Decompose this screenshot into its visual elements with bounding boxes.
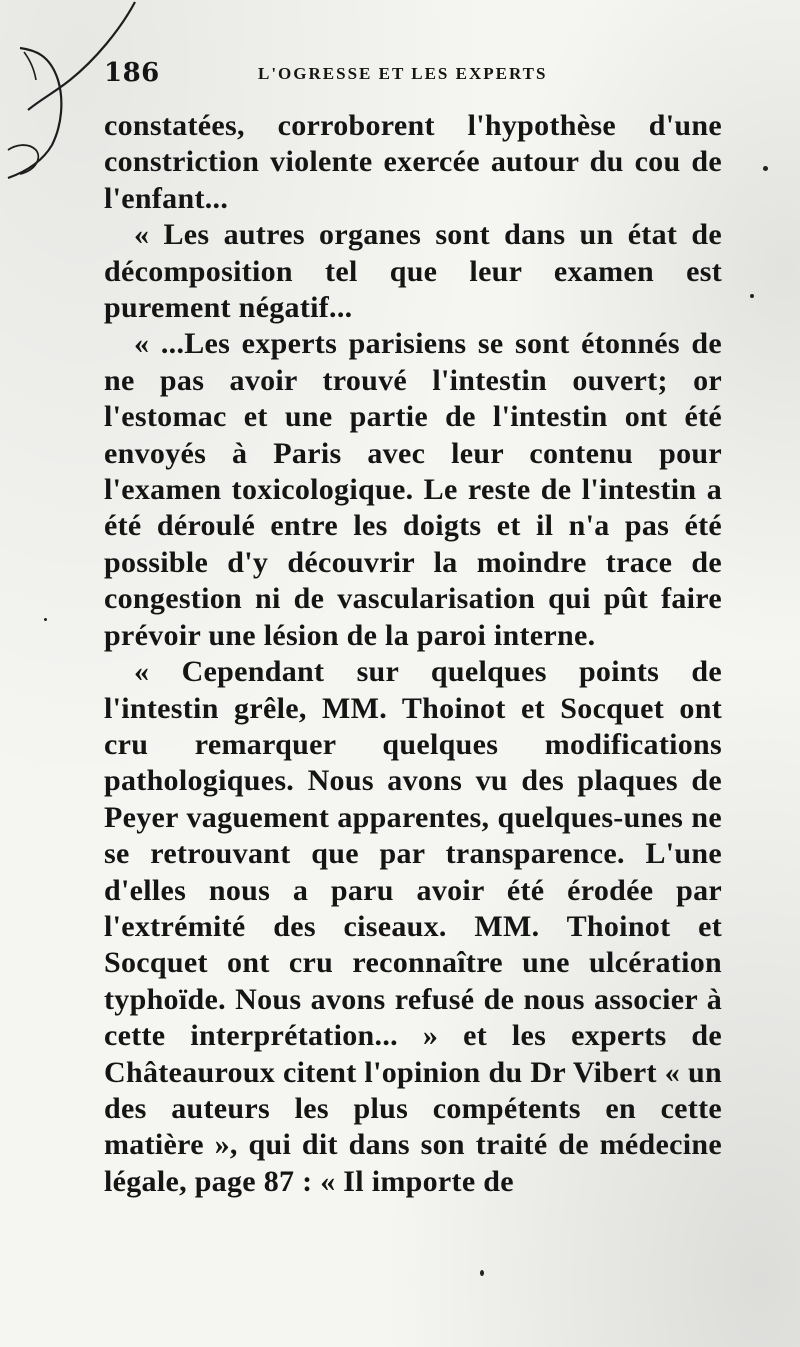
running-title: L'OGRESSE ET LES EXPERTS [258, 64, 548, 83]
ink-speck [44, 618, 47, 621]
paragraph: « Les autres organes sont dans un état de décomposition tel que leur examen est purement négatif... [104, 218, 722, 325]
paragraph: « ...Les experts parisiens se sont étonnés de ne pas avoir trouvé l'intestin ouvert; or l'estomac et une partie de l'intestin ont été envoyés à Paris avec leur contenu pour l'examen toxicologique. Le reste de l'intestin a été déroulé entre les doigts et il n'a pas été possible d'y découvrir la moindre trace de congestion ni de vascularisation qui pût faire prévoir une lésion de la paroi interne. [104, 327, 722, 652]
paragraph: constatées, corroborent l'hypothèse d'une constriction violente exercée autour du cou de l'enfant... [104, 109, 722, 215]
paragraph: « Cependant sur quelques points de l'intestin grêle, MM. Thoinot et Socquet ont cru remarquer quelques modifications pathologiques. Nous avons vu des plaques de Peyer vaguement apparentes, quelques-unes ne se retrouvant que par transparence. L'une d'elles nous a paru avoir été érodée par l'extrémité des ciseaux. MM. Thoinot et Socquet ont cru reconnaître une ulcération typhoïde. Nous avons refusé de nous associer à cette interprétation... » et les experts de Châteauroux citent l'opinion du Dr Vibert « un des auteurs les plus compétents en cette matière », qui dit dans son traité de médecine légale, page 87 : « Il importe de [104, 655, 722, 1198]
ink-speck [750, 294, 754, 298]
page-number: 186 [104, 58, 160, 88]
page-header [104, 58, 724, 94]
ink-speck [763, 166, 768, 171]
ink-speck [480, 1270, 484, 1276]
body-text [104, 108, 722, 1200]
